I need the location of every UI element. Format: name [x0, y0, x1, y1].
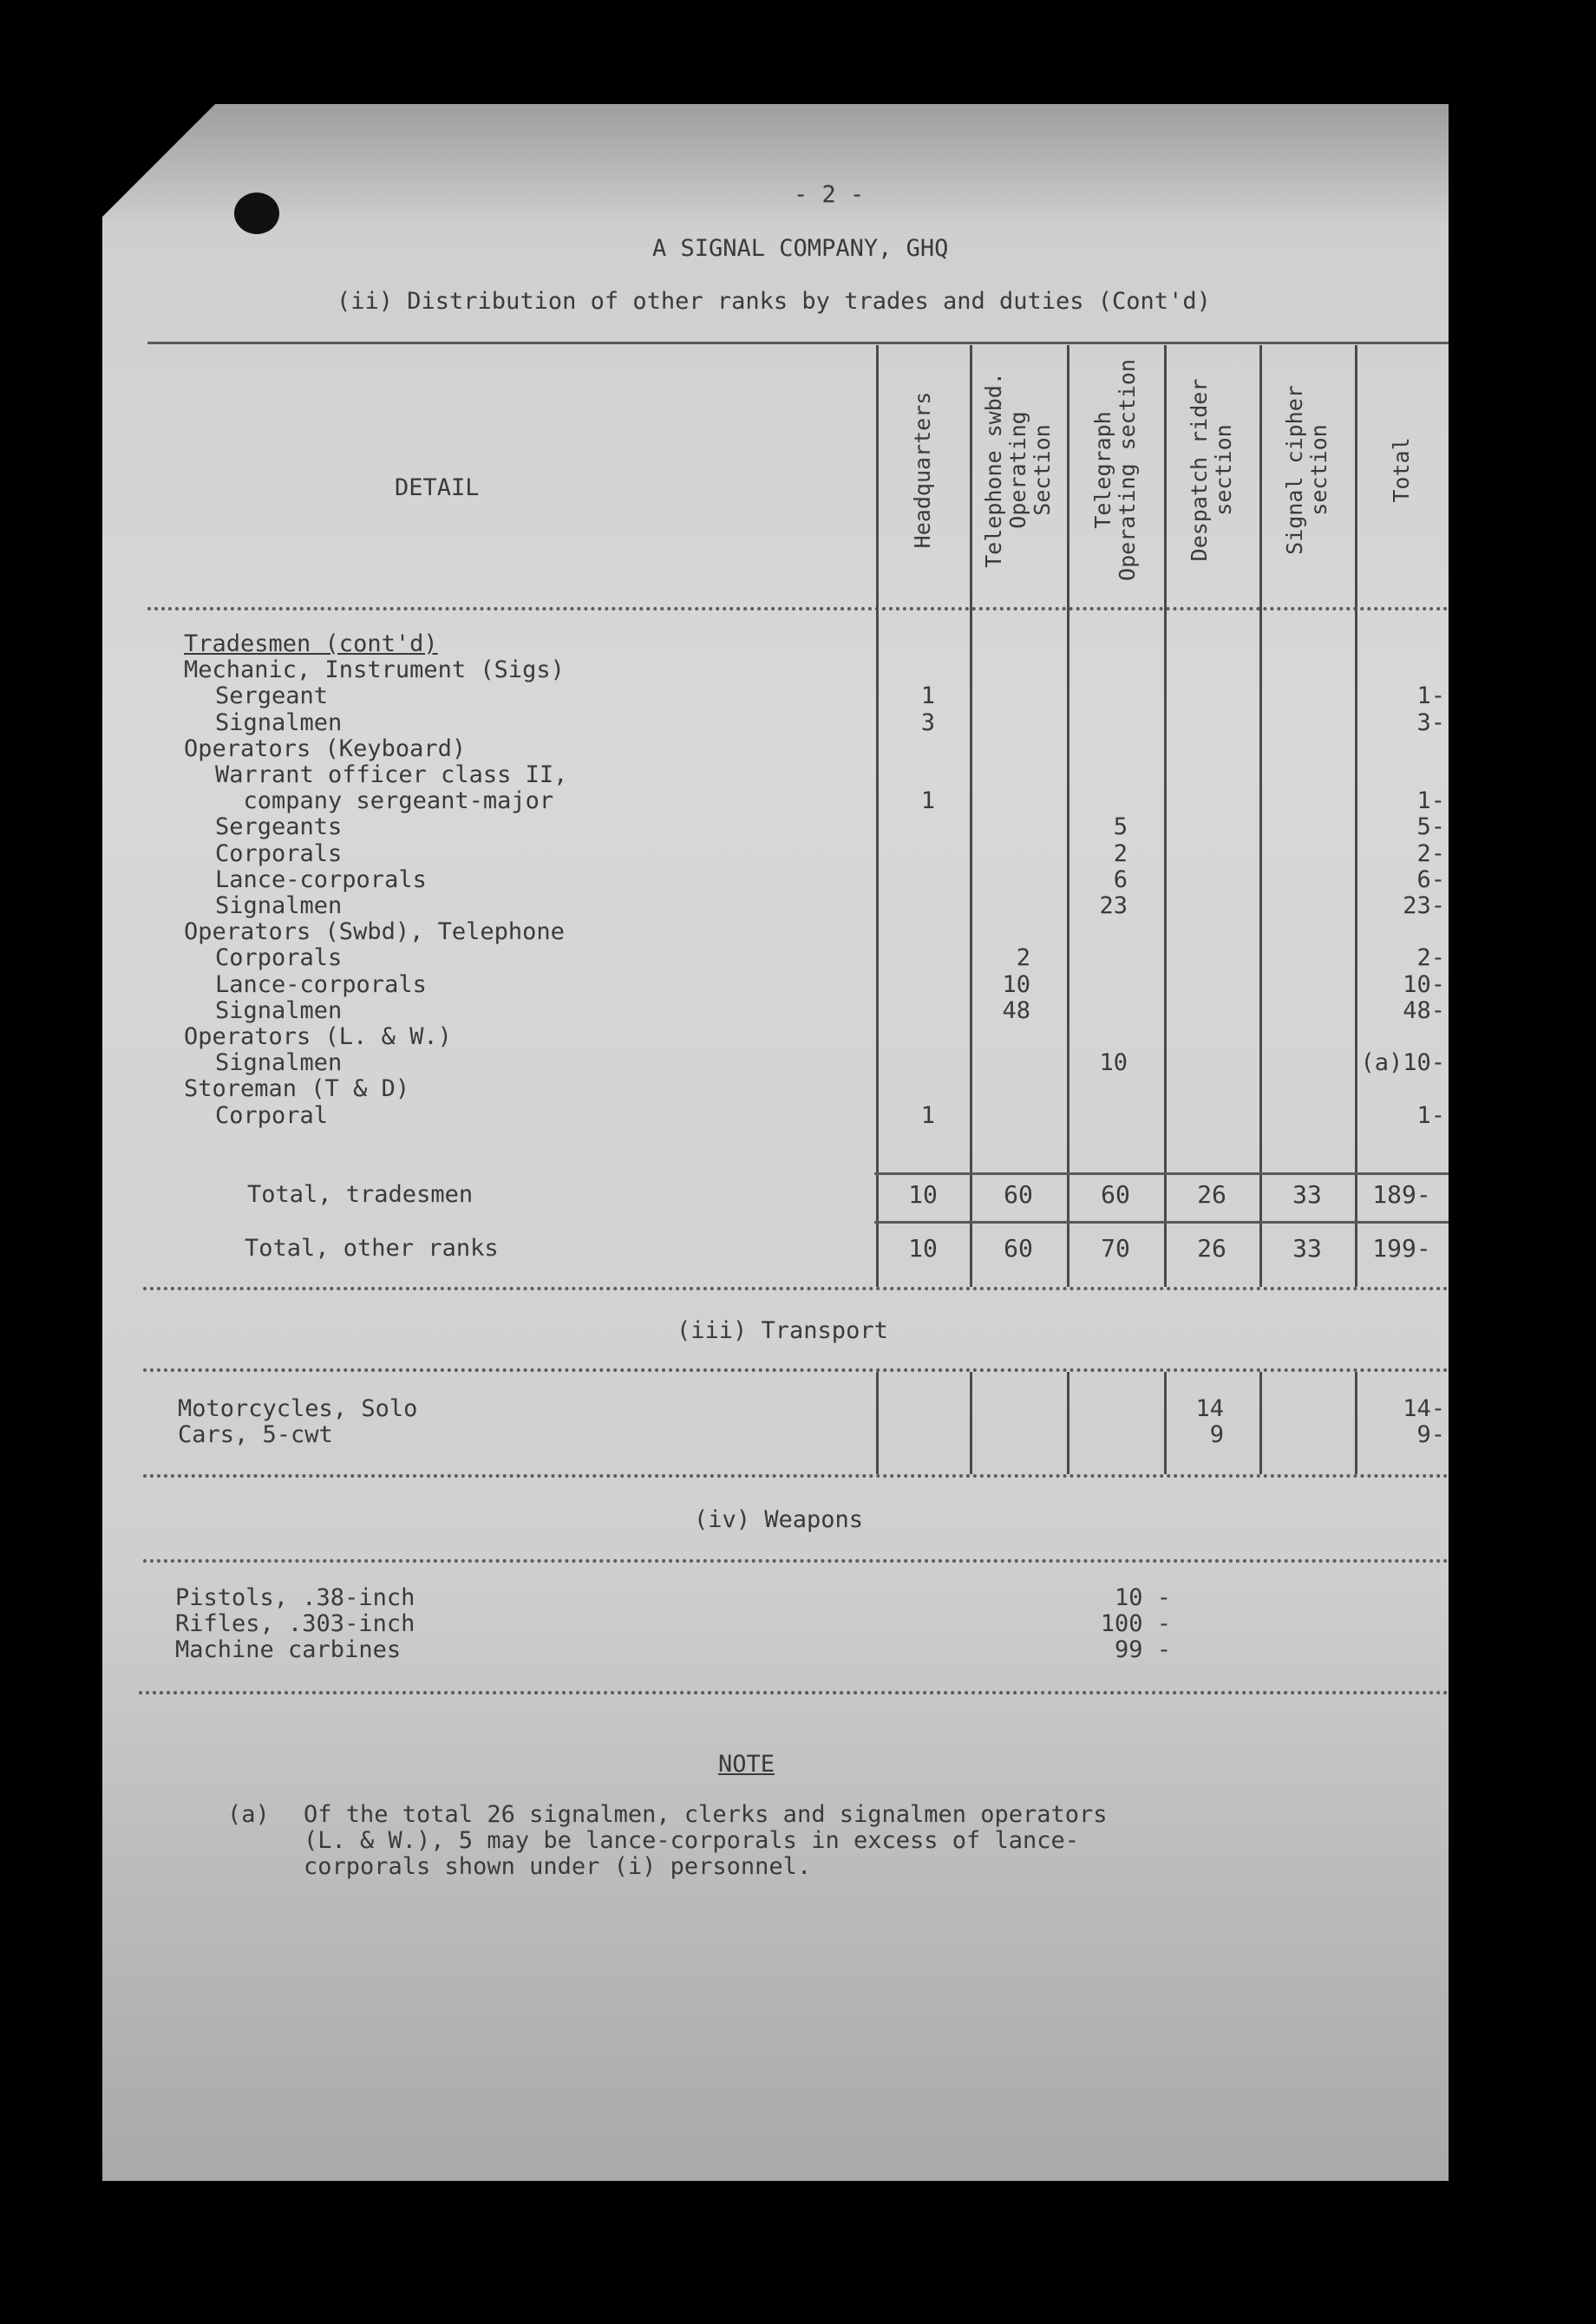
total-cell-telephone: 60 — [1004, 1234, 1033, 1263]
punch-hole — [234, 193, 279, 234]
column-header-telegraph: Telegraph Operating section — [1090, 359, 1140, 581]
column-divider — [1259, 345, 1262, 1287]
column-divider — [1164, 345, 1167, 1287]
cell-telegraph: 5 — [1113, 813, 1128, 841]
table-row-label: Corporals — [215, 839, 343, 867]
weapon-quantity: 10 - — [1114, 1584, 1171, 1611]
transport-heading: (iii) Transport — [677, 1317, 888, 1344]
weapon-row-label: Machine carbines — [175, 1636, 402, 1663]
page-number: - 2 - — [794, 181, 865, 208]
cell-headquarters: 1 — [920, 682, 935, 710]
note-heading: NOTE — [718, 1751, 775, 1778]
note-marker: (a) — [227, 1801, 270, 1828]
table-row-label: Lance-corporals — [215, 970, 427, 998]
table-row-label: Lance-corporals — [215, 865, 427, 893]
weapons-top-rule — [143, 1559, 1449, 1563]
weapons-bottom-rule — [139, 1691, 1449, 1694]
column-header-cipher: Signal cipher section — [1282, 385, 1331, 555]
transport-cell-despatch: 9 — [1209, 1421, 1224, 1448]
cell-total: 23- — [1403, 892, 1445, 919]
column-divider — [876, 345, 879, 1287]
transport-cell-despatch: 14 — [1195, 1395, 1224, 1422]
table-row-label: Warrant officer class II, — [215, 761, 568, 788]
totals-top-rule — [874, 1172, 1449, 1175]
cell-total: 1- — [1416, 1101, 1445, 1129]
cell-telephone: 48 — [1002, 996, 1030, 1024]
table-row-label: company sergeant-major — [215, 787, 554, 815]
header-bottom-rule — [147, 607, 1449, 610]
transport-cell-total: 9- — [1416, 1421, 1445, 1448]
table-row-label: Signalmen — [215, 1049, 343, 1077]
table-row-label: Sergeant — [215, 682, 329, 710]
transport-row-label: Motorcycles, Solo — [178, 1395, 418, 1422]
table-row-label: Sergeants — [215, 813, 343, 841]
cell-headquarters: 1 — [920, 1101, 935, 1129]
detail-header: DETAIL — [395, 474, 480, 501]
column-header-telephone: Telephone swbd. Operating Section — [981, 372, 1055, 568]
cell-total: 2- — [1416, 839, 1445, 867]
transport-row-label: Cars, 5-cwt — [178, 1421, 333, 1448]
column-divider — [970, 1372, 972, 1474]
total-cell-despatch: 26 — [1197, 1180, 1226, 1209]
weapon-quantity: 99 - — [1114, 1636, 1171, 1663]
cell-total: 10- — [1403, 970, 1445, 998]
cell-telegraph: 2 — [1113, 839, 1128, 867]
column-divider — [876, 1372, 879, 1474]
table-row-label: Signalmen — [215, 892, 343, 919]
transport-bottom-rule — [143, 1474, 1449, 1478]
table-row-label: Tradesmen (cont'd) — [184, 630, 438, 657]
weapons-heading: (iv) Weapons — [694, 1506, 864, 1533]
total-cell-total: 199- — [1372, 1234, 1431, 1263]
total-cell-telegraph: 60 — [1101, 1180, 1130, 1209]
note-line: (L. & W.), 5 may be lance-corporals in excess of lance- — [304, 1827, 1080, 1854]
cell-total: 3- — [1416, 708, 1445, 736]
column-divider — [1259, 1372, 1262, 1474]
cell-total: 2- — [1416, 944, 1445, 972]
column-header-headquarters: Headquarters — [910, 391, 935, 549]
total-cell-despatch: 26 — [1197, 1234, 1226, 1263]
totals-mid-rule — [874, 1221, 1449, 1224]
cell-total: 1- — [1416, 787, 1445, 815]
column-header-despatch: Despatch rider section — [1187, 378, 1236, 562]
cell-telegraph: 6 — [1113, 865, 1128, 893]
note-line: corporals shown under (i) personnel. — [304, 1853, 812, 1880]
column-header-total: Total — [1389, 437, 1414, 503]
cell-total: (a)10- — [1360, 1049, 1445, 1077]
note-line: Of the total 26 signalmen, clerks and signalmen operators — [304, 1801, 1108, 1828]
total-cell-total: 189- — [1372, 1180, 1431, 1209]
total-cell-telephone: 60 — [1004, 1180, 1033, 1209]
cell-total: 5- — [1416, 813, 1445, 841]
cell-total: 1- — [1416, 682, 1445, 710]
table-row-label: Storeman (T & D) — [184, 1075, 410, 1103]
transport-top-rule — [143, 1368, 1449, 1372]
table-row-label: Corporal — [215, 1101, 329, 1129]
table-row-label: Signalmen — [215, 708, 343, 736]
weapon-quantity: 100 - — [1100, 1610, 1171, 1637]
total-row-label: Total, tradesmen — [247, 1181, 474, 1208]
cell-telegraph: 23 — [1099, 892, 1128, 919]
cell-headquarters: 1 — [920, 787, 935, 815]
transport-cell-total: 14- — [1403, 1395, 1445, 1422]
table-bottom-rule — [143, 1287, 1449, 1290]
table-row-label: Operators (Keyboard) — [184, 734, 467, 762]
total-cell-cipher: 33 — [1292, 1234, 1322, 1263]
column-divider — [1067, 1372, 1069, 1474]
total-cell-telegraph: 70 — [1101, 1234, 1130, 1263]
cell-total: 6- — [1416, 865, 1445, 893]
weapon-row-label: Pistols, .38-inch — [175, 1584, 415, 1611]
total-cell-cipher: 33 — [1292, 1180, 1322, 1209]
table-row-label: Mechanic, Instrument (Sigs) — [184, 656, 565, 684]
table-row-label: Signalmen — [215, 996, 343, 1024]
table-row-label: Operators (Swbd), Telephone — [184, 918, 565, 946]
total-cell-headquarters: 10 — [908, 1180, 938, 1209]
cell-telephone: 2 — [1016, 944, 1030, 972]
section-subtitle: (ii) Distribution of other ranks by trades and duties (Cont'd) — [337, 288, 1211, 315]
cell-headquarters: 3 — [920, 708, 935, 736]
total-row-label: Total, other ranks — [245, 1235, 499, 1262]
cell-total: 48- — [1403, 996, 1445, 1024]
cell-telegraph: 10 — [1099, 1049, 1128, 1077]
weapon-row-label: Rifles, .303-inch — [175, 1610, 415, 1637]
total-cell-headquarters: 10 — [908, 1234, 938, 1263]
column-divider — [970, 345, 972, 1287]
page-title: A SIGNAL COMPANY, GHQ — [652, 235, 949, 262]
table-row-label: Operators (L. & W.) — [184, 1023, 452, 1050]
table-row-label: Corporals — [215, 944, 343, 972]
cell-telephone: 10 — [1002, 970, 1030, 998]
